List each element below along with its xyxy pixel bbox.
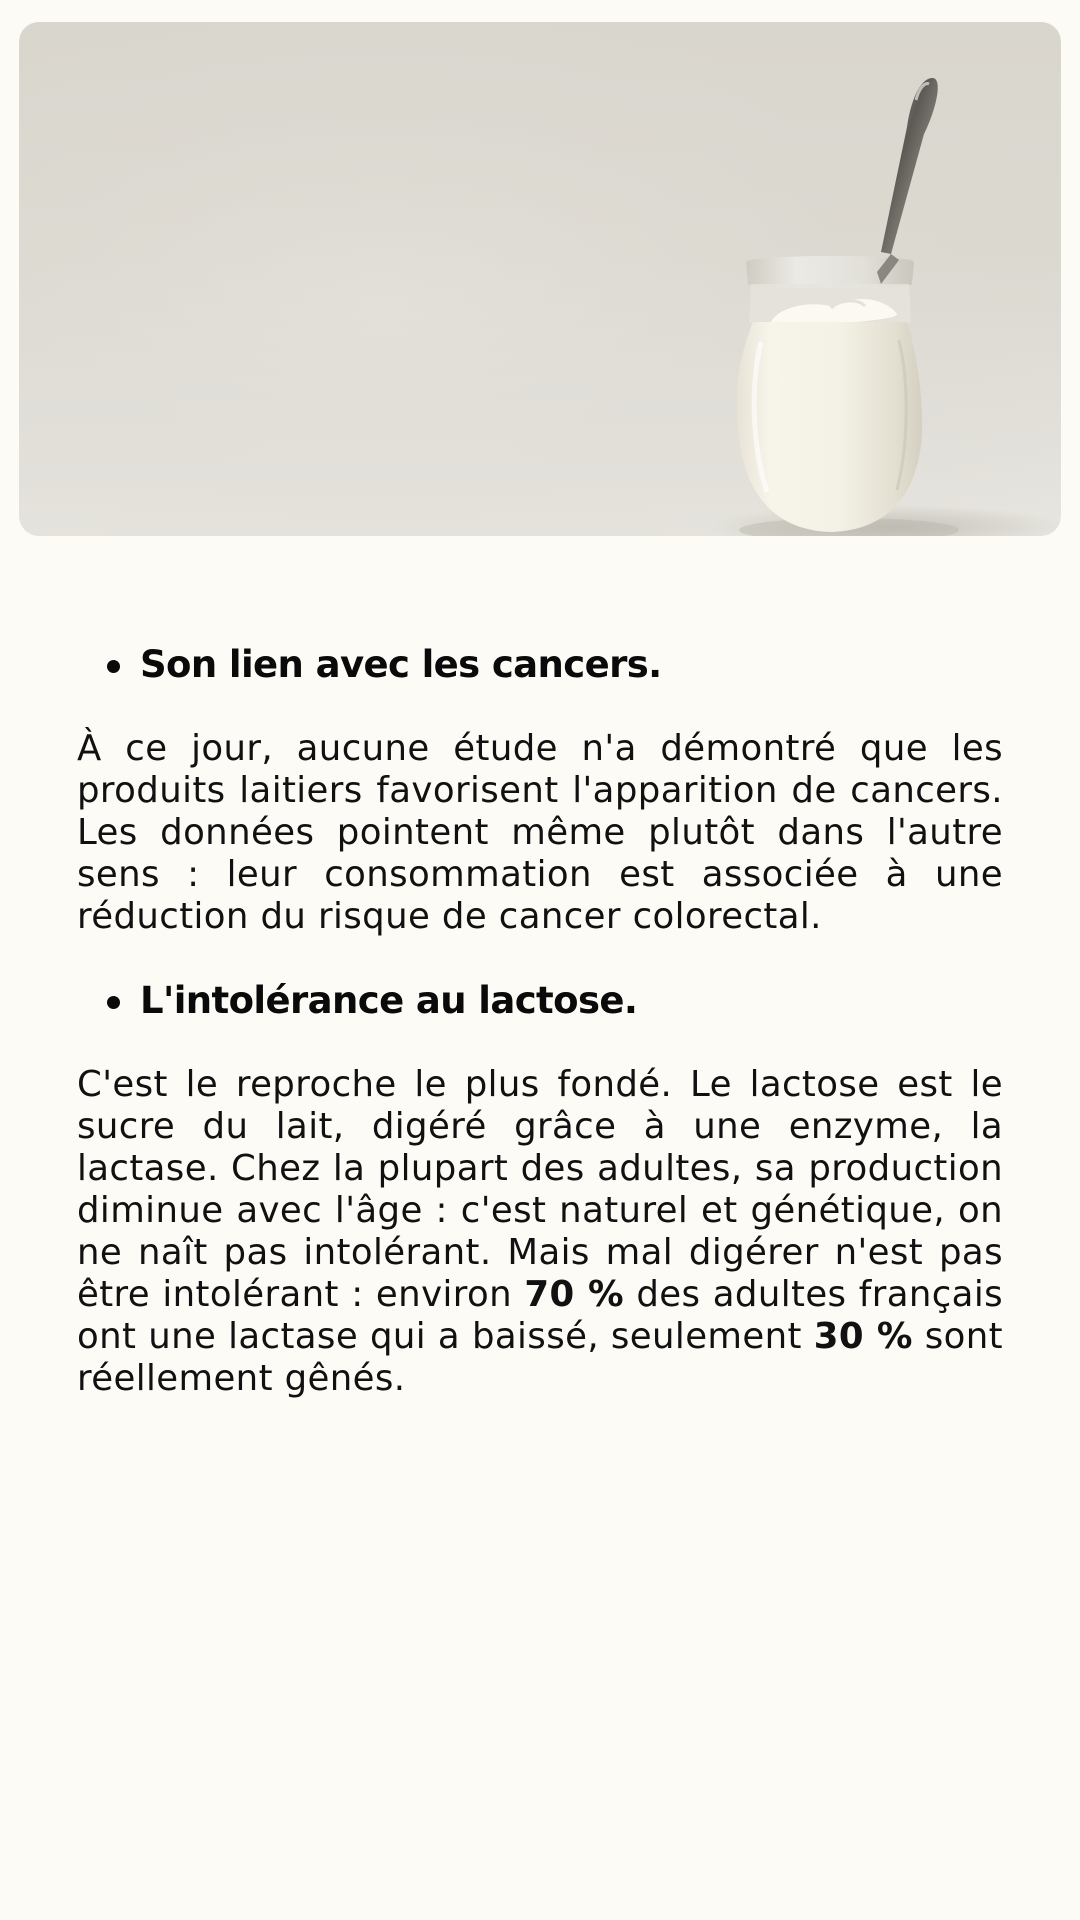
bullet-icon [107, 996, 120, 1009]
paragraph-text: sont réellement gênés. [77, 1316, 1003, 1399]
paragraph-cancers: À ce jour, aucune étude n'a démontré que les produits laitiers favorisent l'apparition de cancers. Les données pointent même plutôt dans l'autre sens : leur consommation est associée à une réduction du risque de cancer colorectal. [77, 728, 1003, 937]
section-heading-lactose [77, 972, 1003, 1030]
stat-highlight: 70 % [524, 1274, 624, 1315]
hero-image [19, 22, 1061, 536]
section-heading-text: Son lien avec les cancers. [140, 643, 662, 686]
yogurt-jar-illustration [19, 22, 1061, 536]
stat-highlight: 30 % [813, 1316, 913, 1357]
paragraph-text: C'est le reproche le plus fondé. Le lactose est le sucre du lait, digéré grâce à une enzyme, la lactase. Chez la plupart des adultes, sa production diminue avec l'âge : c'est naturel et génétique, on ne naît pas intolérant. Mais mal digérer n'est pas être intolérant : environ [77, 1064, 1003, 1315]
section-heading-cancers [77, 636, 1003, 694]
yogurt-jar [737, 322, 923, 532]
section-heading-text: L'intolérance au lactose. [140, 979, 638, 1022]
article-body [77, 636, 1003, 1400]
paragraph-text: des adultes français ont une lactase qui a baissé, seulement [77, 1274, 1003, 1357]
paragraph-lactose [77, 1064, 1003, 1400]
bullet-icon [107, 660, 120, 673]
